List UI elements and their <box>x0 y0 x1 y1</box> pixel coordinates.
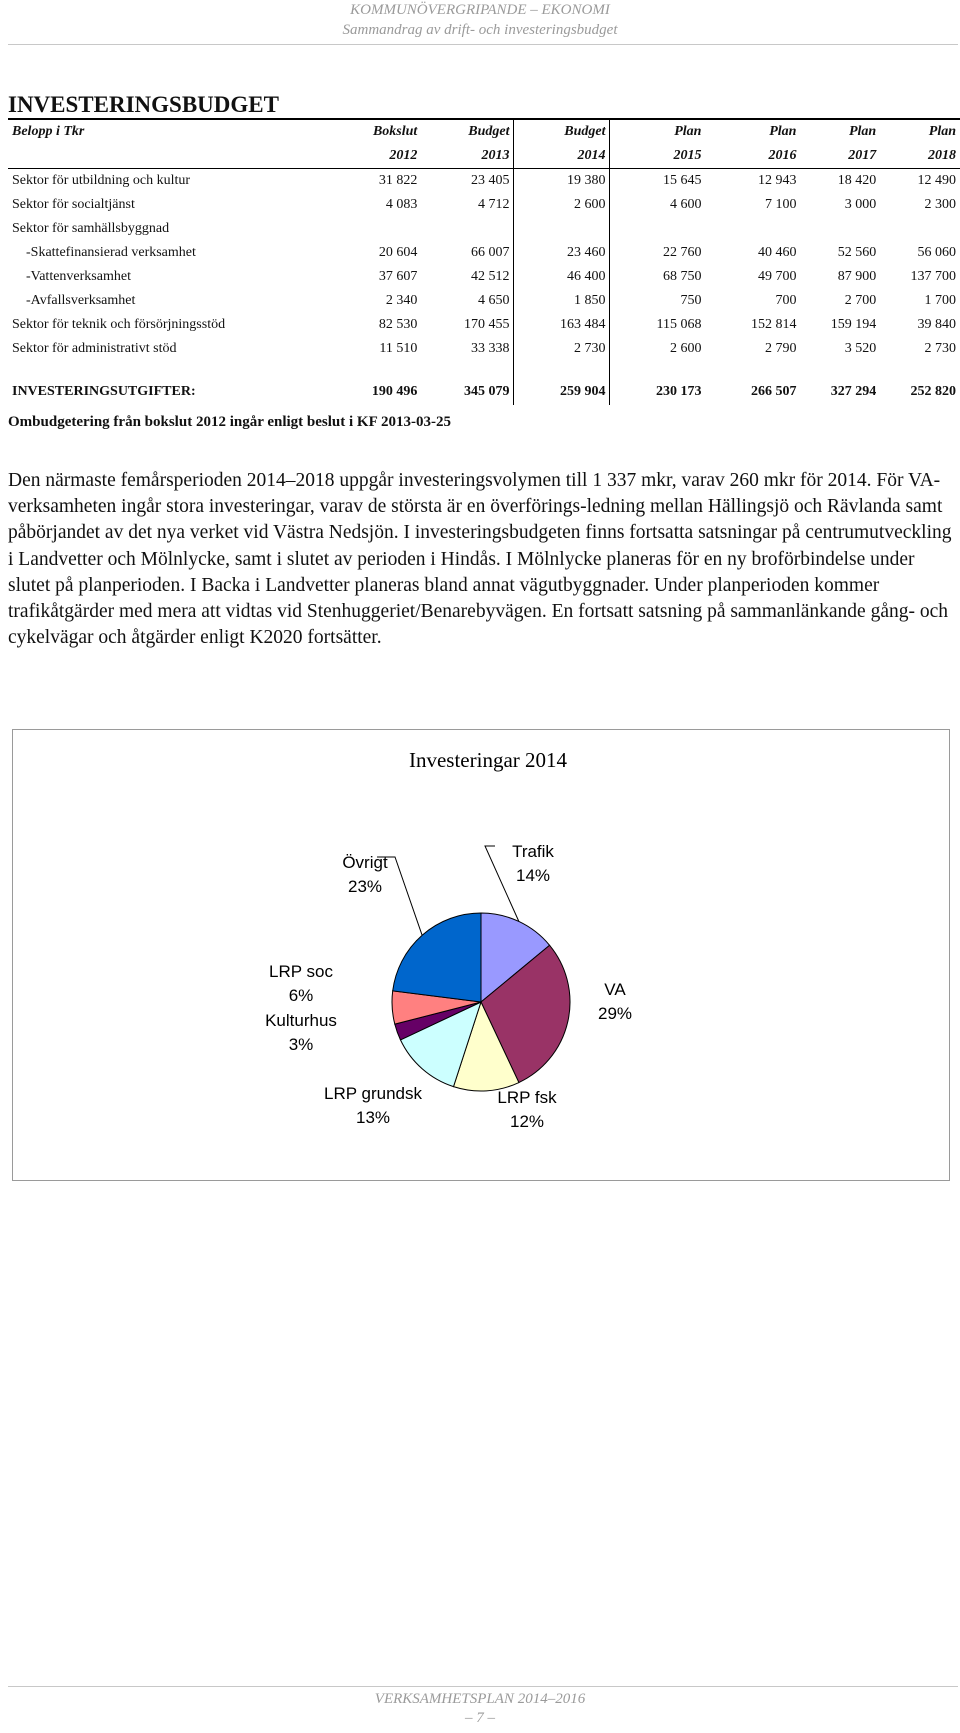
cell: 49 700 <box>757 269 797 284</box>
table-row <box>8 289 960 313</box>
pie-label: Trafik 14% <box>512 842 554 885</box>
pie-chart <box>13 730 949 1180</box>
table-row <box>8 217 960 241</box>
cell: 2 730 <box>514 337 610 361</box>
footer-title: VERKSAMHETSPLAN 2014–2016 <box>374 1691 586 1707</box>
total-cell: 252 820 <box>910 384 956 399</box>
col-year-3: 2015 <box>610 144 706 169</box>
col-type-1: Budget <box>421 119 514 144</box>
cell: 15 645 <box>610 169 706 194</box>
col-type-3: Plan <box>610 119 706 144</box>
cell: 1 850 <box>514 289 610 313</box>
pie-slice--vrigt <box>393 913 481 1002</box>
cell: 42 512 <box>470 269 510 284</box>
chart-title: Investeringar 2014 <box>408 748 568 772</box>
pie-label: LRP soc 6% <box>269 962 333 1005</box>
col-type-5: Plan <box>800 119 880 144</box>
col-type-4: Plan <box>705 119 800 144</box>
pie-label: LRP grundsk 13% <box>324 1084 422 1127</box>
cell: 2 340 <box>385 293 418 308</box>
cell: 2 730 <box>924 341 956 356</box>
table-header-row-year <box>8 144 960 169</box>
table-header-row-type <box>8 119 960 144</box>
cell: 66 007 <box>470 245 510 260</box>
pie-label: VA 29% <box>597 980 633 1023</box>
cell: 170 455 <box>463 317 510 332</box>
cell: 152 814 <box>750 317 797 332</box>
table-row <box>8 241 960 265</box>
cell: 82 530 <box>378 317 418 332</box>
col-type-6: Plan <box>880 119 960 144</box>
cell: 2 600 <box>610 337 706 361</box>
cell: 3 520 <box>844 341 877 356</box>
table-row <box>8 337 960 361</box>
total-cell: 190 496 <box>371 384 418 399</box>
row-label: -Skattefinansierad verksamhet <box>26 245 196 260</box>
cell: 31 822 <box>378 173 418 188</box>
cell: 7 100 <box>764 197 797 212</box>
footer-divider <box>8 1686 958 1687</box>
header-divider <box>8 44 958 45</box>
col-year-0: 2012 <box>329 144 421 169</box>
row-label: Sektor för administrativt stöd <box>12 341 177 356</box>
cell: 163 484 <box>514 313 610 337</box>
total-cell: 327 294 <box>830 384 877 399</box>
row-label: -Vattenverksamhet <box>26 269 131 284</box>
cell: 87 900 <box>837 269 877 284</box>
cell: 12 943 <box>757 173 797 188</box>
col-year-2: 2014 <box>514 144 610 169</box>
cell: 23 460 <box>514 241 610 265</box>
section-title: INVESTERINGSBUDGET <box>8 92 279 117</box>
col-year-5: 2017 <box>800 144 880 169</box>
row-label: Sektor för samhällsbyggnad <box>12 221 170 236</box>
cell: 12 490 <box>917 173 956 188</box>
cell: 19 380 <box>514 169 610 194</box>
cell: 4 600 <box>610 193 706 217</box>
pie-slices <box>392 913 570 1091</box>
cell: 37 607 <box>378 269 418 284</box>
investment-table <box>8 118 960 405</box>
cell: 52 560 <box>837 245 877 260</box>
cell: 40 460 <box>757 245 797 260</box>
cell: 22 760 <box>610 241 706 265</box>
total-label: INVESTERINGSUTGIFTER: <box>12 384 196 399</box>
cell: 18 420 <box>837 173 877 188</box>
total-cell: 345 079 <box>463 384 510 399</box>
page-footer <box>0 1691 960 1727</box>
col-year-6: 2018 <box>880 144 960 169</box>
col-year-1: 2013 <box>421 144 514 169</box>
cell: 115 068 <box>610 313 706 337</box>
header-subtitle: Sammandrag av drift- och investeringsbudget <box>342 22 618 38</box>
col-year-4: 2016 <box>705 144 800 169</box>
cell: 33 338 <box>470 341 510 356</box>
chart-frame <box>12 729 950 1181</box>
table-note: Ombudgetering från bokslut 2012 ingår enligt beslut i KF 2013-03-25 <box>8 414 451 430</box>
cell: 700 <box>775 293 797 308</box>
cell: 56 060 <box>917 245 956 260</box>
row-label: Sektor för teknik och försörjningsstöd <box>12 317 226 332</box>
table-row <box>8 265 960 289</box>
pie-label: Övrigt 23% <box>342 853 388 896</box>
cell: 4 712 <box>477 197 510 212</box>
cell: 137 700 <box>910 269 956 284</box>
total-row <box>8 379 960 405</box>
col-type-2: Budget <box>514 119 610 144</box>
cell: 11 510 <box>379 341 418 356</box>
table-row <box>8 313 960 337</box>
body-paragraph: Den närmaste femårsperioden 2014–2018 uppgår investeringsvolymen till 1 337 mkr, varav 260 mkr för 2014. För VA-verksamheten ingår stora investeringar, varav de största är en överförings-ledning mellan Hällingsjö och Rävlanda samt påbörjandet av det nya verket vid Västra Nedsjön. I investeringsbudgeten finns fortsatta satsningar på centrumutveckling i Landvetter och Mölnlycke, samt i slutet av perioden i Hindås. I Mölnlycke planeras för en ny broförbindelse under slutet på planperioden. I Backa i Landvetter planeras bland annat vägutbyggnader. Under planperioden kommer trafikåtgärder med mera att vidtas vid Stenhuggeriet/Benarebyvägen. En fortsatt satsning på sammanlänkande gång- och cykelvägar och åtgärder enligt K2020 fortsätter. <box>8 470 952 649</box>
cell: 1 700 <box>924 293 956 308</box>
table-row <box>8 193 960 217</box>
cell: 4 650 <box>477 293 510 308</box>
total-cell: 266 507 <box>750 384 797 399</box>
row-label: Sektor för utbildning och kultur <box>12 173 191 188</box>
cell: 39 840 <box>917 317 956 332</box>
cell: 750 <box>610 289 706 313</box>
corner-label: Belopp i Tkr <box>8 119 329 144</box>
total-cell: 259 904 <box>514 379 610 405</box>
row-label: Sektor för socialtjänst <box>12 197 135 212</box>
cell: 159 194 <box>830 317 877 332</box>
total-cell: 230 173 <box>610 379 706 405</box>
cell: 68 750 <box>610 265 706 289</box>
page-number: – 7 – <box>465 1710 495 1726</box>
pie-label: Kulturhus 3% <box>265 1011 337 1054</box>
cell: 4 083 <box>385 197 418 212</box>
row-label: -Avfallsverksamhet <box>26 293 136 308</box>
header-title: KOMMUNÖVERGRIPANDE – EKONOMI <box>350 2 610 18</box>
cell: 23 405 <box>470 173 510 188</box>
cell: 46 400 <box>514 265 610 289</box>
cell: 2 700 <box>844 293 877 308</box>
cell: 2 600 <box>514 193 610 217</box>
table-row <box>8 169 960 194</box>
cell: 3 000 <box>844 197 877 212</box>
cell: 20 604 <box>378 245 418 260</box>
cell: 2 300 <box>924 197 956 212</box>
pie-label: LRP fsk 12% <box>497 1088 557 1131</box>
col-type-0: Bokslut <box>329 119 421 144</box>
cell: 2 790 <box>764 341 797 356</box>
